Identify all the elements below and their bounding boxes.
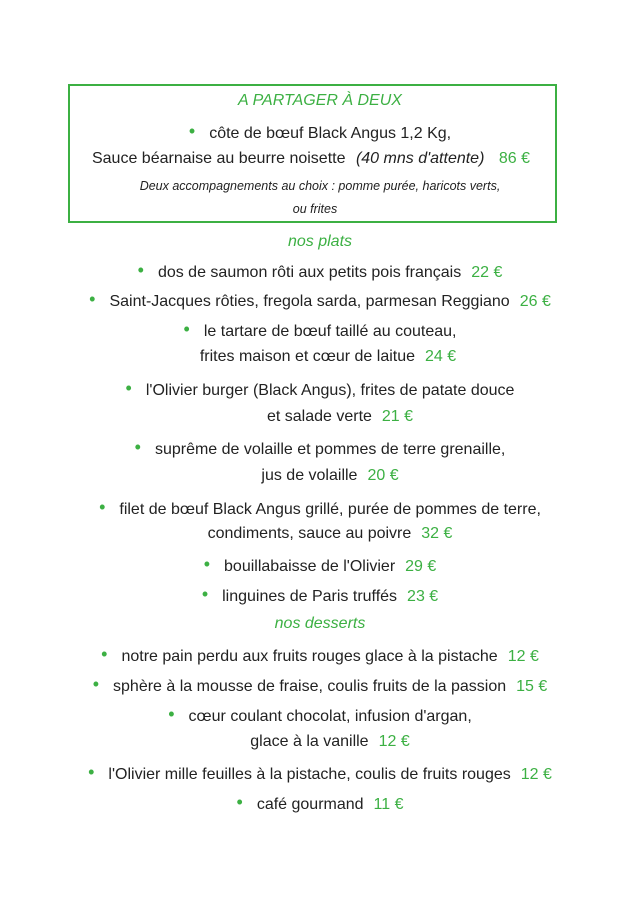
dessert-name-cont: glace à la vanille bbox=[250, 733, 369, 750]
dessert-item bbox=[0, 763, 640, 784]
share-heading: A PARTAGER À DEUX bbox=[238, 92, 402, 109]
dessert-name: l'Olivier mille feuilles à la pistache, coulis de fruits rouges bbox=[108, 766, 511, 783]
plat-name: bouillabaisse de l'Olivier bbox=[224, 558, 396, 575]
dessert-name: cœur coulant chocolat, infusion d'argan, bbox=[188, 708, 472, 725]
dessert-name: sphère à la mousse de fraise, coulis fruits de la passion bbox=[113, 678, 507, 695]
bullet-icon: • bbox=[188, 121, 196, 141]
share-line-1 bbox=[0, 122, 640, 143]
plat-item-cont bbox=[10, 525, 640, 543]
plat-item-cont bbox=[20, 408, 640, 426]
desserts-heading: nos desserts bbox=[274, 615, 366, 632]
dessert-price: 15 € bbox=[516, 678, 548, 695]
plat-name-cont: frites maison et cœur de laitue bbox=[199, 348, 416, 365]
bullet-icon: • bbox=[134, 437, 141, 457]
bullet-icon: • bbox=[137, 260, 144, 280]
share-price: 86 € bbox=[498, 150, 530, 167]
plat-price: 24 € bbox=[425, 348, 457, 365]
plat-item-cont bbox=[8, 348, 640, 366]
dessert-item bbox=[0, 645, 640, 666]
plat-price: 26 € bbox=[519, 293, 551, 310]
share-note-2: ou frites bbox=[292, 202, 338, 216]
bullet-icon: • bbox=[203, 554, 211, 574]
plat-name-cont: et salade verte bbox=[266, 408, 372, 425]
plat-price: 22 € bbox=[471, 264, 503, 281]
dessert-price: 12 € bbox=[520, 766, 552, 783]
plat-name: linguines de Paris truffés bbox=[222, 588, 398, 605]
plat-price: 29 € bbox=[405, 558, 437, 575]
plats-heading: nos plats bbox=[287, 233, 353, 250]
bullet-icon: • bbox=[88, 762, 95, 782]
bullet-icon: • bbox=[201, 584, 209, 604]
plat-item bbox=[0, 320, 640, 341]
bullet-icon: • bbox=[236, 792, 243, 812]
plat-item bbox=[0, 379, 640, 400]
plat-name: dos de saumon rôti aux petits pois français bbox=[157, 264, 462, 281]
share-line-1-text: côte de bœuf Black Angus 1,2 Kg, bbox=[209, 125, 452, 142]
plat-name: le tartare de bœuf taillé au couteau, bbox=[203, 323, 457, 340]
share-line-2-main: Sauce béarnaise au beurre noisette bbox=[91, 150, 346, 167]
dessert-item bbox=[0, 705, 640, 726]
plat-name: l'Olivier burger (Black Angus), frites de patate douce bbox=[145, 382, 515, 399]
dessert-price: 11 € bbox=[373, 796, 404, 813]
bullet-icon: • bbox=[92, 674, 100, 694]
bullet-icon: • bbox=[183, 319, 190, 339]
plat-price: 32 € bbox=[421, 525, 453, 542]
plat-item bbox=[0, 438, 640, 459]
bullet-icon: • bbox=[99, 497, 106, 517]
bullet-icon: • bbox=[168, 704, 175, 724]
share-note-1: Deux accompagnements au choix : pomme purée, haricots verts, bbox=[139, 179, 501, 193]
plat-name: Saint-Jacques rôties, fregola sarda, parmesan Reggiano bbox=[109, 293, 510, 310]
plat-price: 20 € bbox=[367, 467, 399, 484]
plat-name-cont: jus de volaille bbox=[261, 467, 358, 484]
dessert-name: notre pain perdu aux fruits rouges glace à la pistache bbox=[121, 648, 498, 665]
plat-item bbox=[0, 585, 640, 606]
plat-item bbox=[0, 498, 640, 519]
plat-name: filet de bœuf Black Angus grillé, purée de pommes de terre, bbox=[119, 501, 541, 518]
bullet-icon: • bbox=[125, 378, 132, 398]
dessert-item bbox=[0, 675, 640, 696]
plat-price: 21 € bbox=[381, 408, 414, 425]
dessert-name: café gourmand bbox=[256, 796, 364, 813]
plat-item bbox=[0, 290, 640, 311]
plat-name-cont: condiments, sauce au poivre bbox=[207, 525, 412, 542]
bullet-icon: • bbox=[101, 644, 108, 664]
plat-name: suprême de volaille et pommes de terre grenaille, bbox=[154, 441, 506, 458]
plat-item bbox=[0, 261, 640, 282]
plat-price: 23 € bbox=[407, 588, 439, 605]
bullet-icon: • bbox=[89, 289, 96, 309]
dessert-price: 12 € bbox=[378, 733, 410, 750]
share-line-2 bbox=[0, 150, 631, 168]
dessert-item bbox=[0, 793, 640, 814]
dessert-item-cont bbox=[10, 733, 640, 751]
dessert-price: 12 € bbox=[507, 648, 539, 665]
plat-item bbox=[0, 555, 640, 576]
plat-item-cont bbox=[10, 467, 640, 485]
share-line-2-note: (40 mns d'attente) bbox=[355, 150, 485, 167]
